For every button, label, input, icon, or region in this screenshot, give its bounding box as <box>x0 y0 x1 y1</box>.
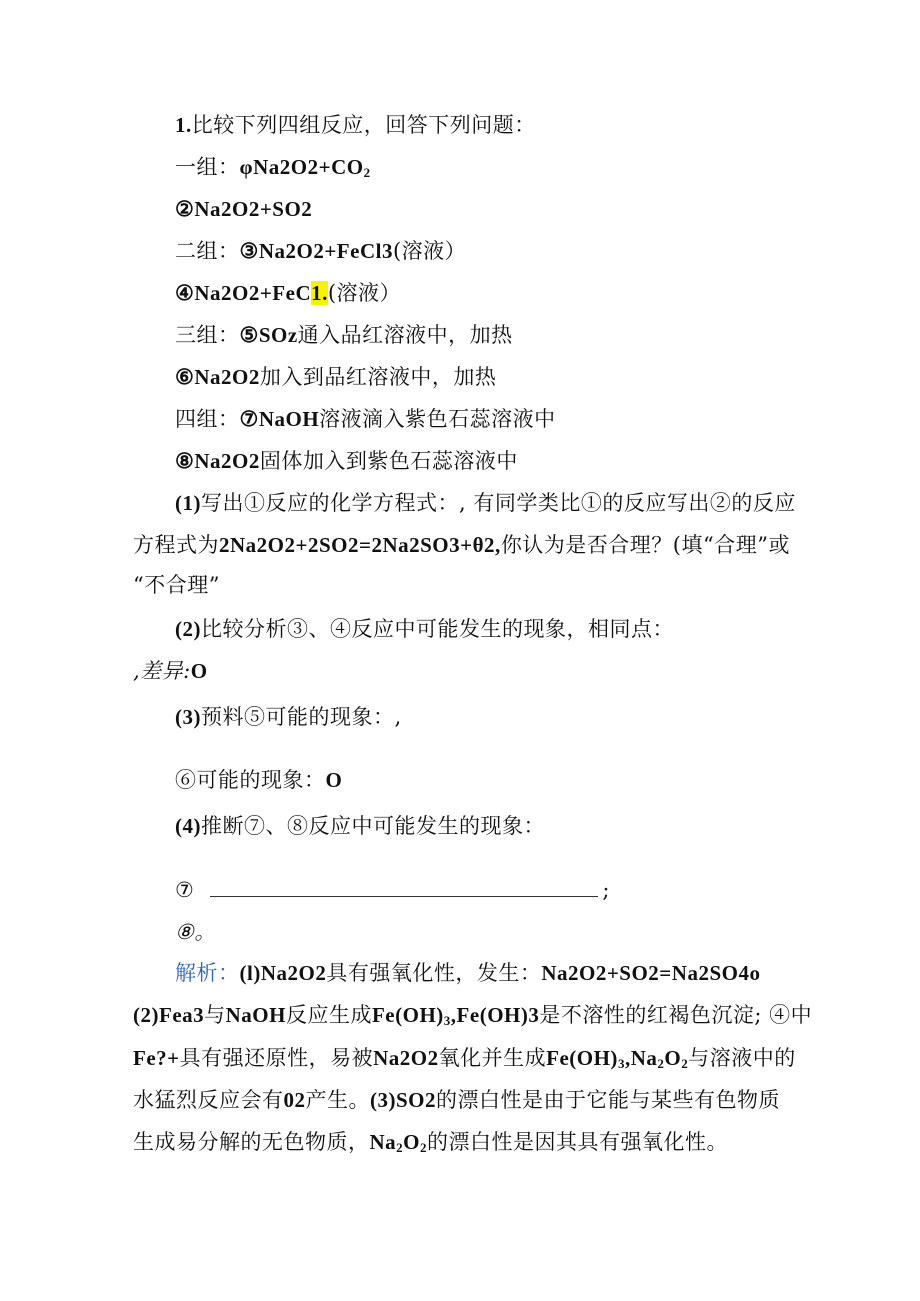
part1-line1 <box>175 489 796 517</box>
part3-line2 <box>175 766 342 794</box>
analysis-l3-g-sub: 2 <box>681 1056 689 1071</box>
part1-equation: 2Na2O2+2SO2=2Na2SO3+θ2, <box>219 533 501 557</box>
analysis-line1 <box>175 959 760 987</box>
analysis-l3-g: O <box>664 1046 682 1070</box>
analysis-l2-d: 反应生成 <box>285 1003 372 1027</box>
part1-text: 写出①反应的化学方程式：, 有同学类比①的反应写出②的反应 <box>201 491 796 515</box>
part4-blank-end: ; <box>602 878 610 902</box>
analysis-l2-e-sub: 3 <box>443 1013 451 1028</box>
reaction3-tail: (溶液） <box>392 239 467 263</box>
analysis-l2-b: 与 <box>204 1003 226 1027</box>
analysis-l3-d: 氧化并生成 <box>438 1046 547 1070</box>
reaction2: ②Na2O2+SO2 <box>175 197 313 221</box>
part2-text: 比较分析③、④反应中可能发生的现象，相同点： <box>201 617 674 641</box>
part1-line3-text: “不合理” <box>133 573 220 597</box>
part1-line2-tail: 你认为是否合理？(填“合理”或 <box>500 533 790 557</box>
group4-line <box>175 405 556 433</box>
part4-text: 推断⑦、⑧反应中可能发生的现象： <box>201 814 545 838</box>
part2-line1 <box>175 615 674 643</box>
analysis-l2-e: Fe(OH) <box>371 1003 444 1027</box>
analysis-line2 <box>133 1001 812 1029</box>
question-title <box>175 111 536 139</box>
analysis-l3-h: 与溶液中的 <box>688 1046 796 1070</box>
part2-number: (2) <box>175 617 201 641</box>
part3-line2-text: ⑥可能的现象： <box>175 768 326 792</box>
reaction4-line <box>175 279 401 307</box>
part3-o: O <box>325 768 343 792</box>
group1-line <box>175 153 371 181</box>
part2-o: O <box>190 659 208 683</box>
analysis-l5-b: Na <box>369 1130 397 1154</box>
part1-line3 <box>133 571 220 599</box>
question-number: 1. <box>175 113 192 137</box>
analysis-l4-e: 的漂白性是由于它能与某些有色物质 <box>436 1088 780 1112</box>
analysis-l2-c: NaOH <box>225 1003 286 1027</box>
reaction8-tail: 固体加入到紫色石蕊溶液中 <box>259 449 518 473</box>
part1-number: (1) <box>175 491 201 515</box>
analysis-l4-a: 水猛烈反应会有 <box>133 1088 284 1112</box>
reaction5: ⑤SOz <box>239 323 298 347</box>
part4-line1 <box>175 812 545 840</box>
analysis-l1-eq: Na2O2+SO2=Na2SO4o <box>541 961 761 985</box>
part3-number: (3) <box>175 705 201 729</box>
part1-line2-pre: 方程式为 <box>133 533 219 557</box>
analysis-label: 解析： <box>175 961 240 985</box>
reaction2-line <box>175 195 312 223</box>
question-text: 比较下列四组反应，回答下列问题： <box>191 113 536 137</box>
reaction6-tail: 加入到品红溶液中，加热 <box>259 365 497 389</box>
analysis-l5-c: O <box>403 1130 421 1154</box>
part3-line1 <box>175 703 402 731</box>
reaction1-subscript: 2 <box>363 165 371 180</box>
analysis-l1-num: (l) <box>239 961 261 985</box>
reaction8: ⑧Na2O2 <box>175 449 260 473</box>
reaction7-tail: 溶液滴入紫色石蕊溶液中 <box>319 407 556 431</box>
analysis-l5-a: 生成易分解的无色物质， <box>133 1130 370 1154</box>
part4-blank-line <box>175 876 610 904</box>
analysis-line3 <box>133 1044 796 1072</box>
reaction3: ③Na2O2+FeCl3 <box>239 239 393 263</box>
part4-number: (4) <box>175 814 201 838</box>
analysis-l3-a: Fe?+ <box>133 1046 180 1070</box>
analysis-l4-b: 02 <box>283 1088 306 1112</box>
group3-label: 三组： <box>175 323 240 347</box>
reaction4-highlight: 1. <box>311 281 328 305</box>
reaction4: ④Na2O2+FeC <box>175 281 312 305</box>
analysis-l5-d: 的漂白性是因其具有强氧化性。 <box>427 1130 729 1154</box>
group4-label: 四组： <box>175 407 240 431</box>
analysis-l4-c: 产生。 <box>305 1088 370 1112</box>
analysis-l4-d: (3)SO2 <box>370 1088 436 1112</box>
analysis-l1-a: Na2O2 <box>260 961 327 985</box>
group1-label: 一组： <box>175 155 240 179</box>
reaction6-line <box>175 363 496 391</box>
reaction5-tail: 通入品红溶液中，加热 <box>297 323 513 347</box>
part4-blank-label: ⑦ <box>175 878 195 902</box>
part3-text: 预料⑤可能的现象：, <box>201 705 402 729</box>
analysis-line4 <box>133 1086 780 1114</box>
analysis-l5-c-sub: 2 <box>420 1140 428 1155</box>
part2-difference-label: ,差异: <box>133 659 191 683</box>
group3-line <box>175 321 513 349</box>
group2-line <box>175 237 466 265</box>
reaction8-line <box>175 447 518 475</box>
group2-label: 二组： <box>175 239 240 263</box>
analysis-l3-b: 具有强还原性，易被 <box>179 1046 374 1070</box>
analysis-l3-e-sub: 3 <box>617 1056 625 1071</box>
analysis-l5-b-sub: 2 <box>396 1140 404 1155</box>
part4-item8: ⑧。 <box>175 920 216 944</box>
reaction4-tail: (溶液） <box>327 281 402 305</box>
answer-blank <box>210 878 598 897</box>
part4-item8-line <box>175 918 216 946</box>
part1-line2 <box>133 531 790 559</box>
reaction1: φNa2O2+CO <box>239 155 364 179</box>
analysis-l3-f-sub: 2 <box>657 1056 665 1071</box>
analysis-l3-e: Fe(OH) <box>546 1046 618 1070</box>
analysis-l3-f: ,Na <box>624 1046 658 1070</box>
reaction6: ⑥Na2O2 <box>175 365 260 389</box>
reaction7: ⑦NaOH <box>239 407 320 431</box>
analysis-l2-g: 是不溶性的红褐色沉淀; ④中 <box>539 1003 813 1027</box>
analysis-l2-f: ,Fe(OH)3 <box>450 1003 540 1027</box>
analysis-l1-b: 具有强氧化性，发生： <box>326 961 542 985</box>
analysis-l3-c: Na2O2 <box>373 1046 439 1070</box>
analysis-l2-a: (2)Fea3 <box>133 1003 205 1027</box>
analysis-line5 <box>133 1128 728 1156</box>
part2-line2 <box>133 657 208 685</box>
